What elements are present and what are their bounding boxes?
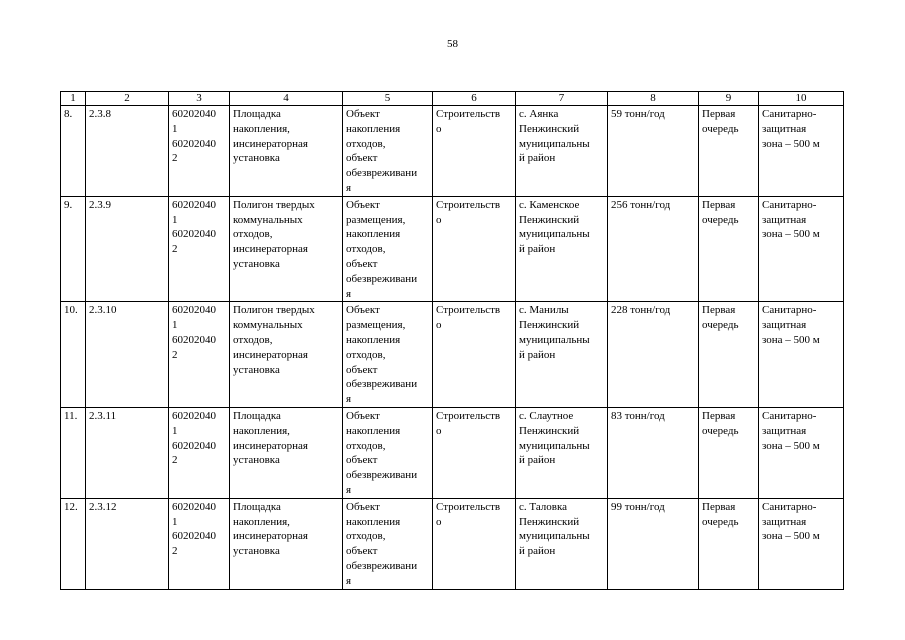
item-code-cell: 2.3.8 <box>86 106 169 197</box>
cell-line: инсинераторная <box>233 530 308 543</box>
cell-line: 60202040 <box>172 333 216 346</box>
object-type-cell <box>343 302 433 408</box>
classifier-code-cell <box>169 302 230 408</box>
status-cell <box>433 106 516 197</box>
cell-line: накопления <box>346 424 401 437</box>
cell-line: 1 <box>172 319 178 332</box>
cell-line: о <box>436 515 442 528</box>
cell-line: с. Каменское <box>519 198 580 211</box>
cell-line: объект <box>346 454 378 467</box>
cell-line: й район <box>519 545 556 558</box>
item-code-cell: 2.3.12 <box>86 498 169 589</box>
cell-line: 60202040 <box>172 530 216 543</box>
stage-cell <box>699 498 759 589</box>
object-type-cell <box>343 498 433 589</box>
cell-line: зона – 500 м <box>762 439 820 452</box>
cell-line: обезвреживани <box>346 378 418 391</box>
cell-line: обезвреживани <box>346 272 418 285</box>
cell-line: Строительств <box>436 198 501 211</box>
header-cell: 4 <box>230 92 343 106</box>
cell-line: 60202040 <box>172 137 216 150</box>
header-cell: 2 <box>86 92 169 106</box>
cell-line: я <box>346 483 352 496</box>
cell-line: Строительств <box>436 304 501 317</box>
cell-line: отходов, <box>233 333 273 346</box>
cell-line: очередь <box>702 319 739 332</box>
cell-line: й район <box>519 348 556 361</box>
cell-line: размещения, <box>346 213 406 226</box>
cell-line: отходов, <box>346 439 386 452</box>
facility-name-cell <box>230 498 343 589</box>
cell-line: отходов, <box>346 348 386 361</box>
facility-name-cell <box>230 106 343 197</box>
cell-line: накопления, <box>233 424 290 437</box>
cell-line: очередь <box>702 122 739 135</box>
header-cell: 6 <box>433 92 516 106</box>
item-code-cell: 2.3.9 <box>86 196 169 302</box>
cell-line: отходов, <box>233 228 273 241</box>
cell-line: Санитарно- <box>762 409 817 422</box>
cell-line: Первая <box>702 108 736 120</box>
cell-line: Санитарно- <box>762 198 817 211</box>
cell-line: накопления <box>346 228 401 241</box>
cell-line: Пенжинский <box>519 213 580 226</box>
cell-line: накопления <box>346 515 401 528</box>
header-cell: 7 <box>516 92 608 106</box>
cell-line: Строительств <box>436 409 501 422</box>
protection-zone-cell <box>759 302 844 408</box>
facility-name-cell <box>230 407 343 498</box>
cell-line: Объект <box>346 108 380 120</box>
cell-line: защитная <box>762 424 807 437</box>
cell-line: о <box>436 122 442 135</box>
cell-line: о <box>436 213 442 226</box>
row-number-cell: 10. <box>61 302 86 408</box>
cell-line: 1 <box>172 122 178 135</box>
cell-line: объект <box>346 363 378 376</box>
cell-line: Пенжинский <box>519 319 580 332</box>
cell-line: Строительств <box>436 108 501 120</box>
cell-line: о <box>436 424 442 437</box>
capacity-cell: 256 тонн/год <box>608 196 699 302</box>
protection-zone-cell <box>759 196 844 302</box>
cell-line: очередь <box>702 424 739 437</box>
cell-line: установка <box>233 545 280 558</box>
cell-line: обезвреживани <box>346 167 418 180</box>
cell-line: 60202040 <box>172 108 216 120</box>
cell-line: 60202040 <box>172 439 216 452</box>
cell-line: 2 <box>172 545 178 558</box>
cell-line: защитная <box>762 515 807 528</box>
cell-line: зона – 500 м <box>762 333 820 346</box>
cell-line: я <box>346 393 352 406</box>
cell-line: отходов, <box>346 137 386 150</box>
cell-line: 2 <box>172 454 178 467</box>
cell-line: очередь <box>702 213 739 226</box>
cell-line: установка <box>233 257 280 270</box>
stage-cell <box>699 407 759 498</box>
location-cell <box>516 407 608 498</box>
cell-line: защитная <box>762 213 807 226</box>
cell-line: с. Манилы <box>519 304 569 317</box>
cell-line: Площадка <box>233 409 281 422</box>
header-cell: 10 <box>759 92 844 106</box>
cell-line: Первая <box>702 500 736 513</box>
cell-line: Полигон твердых <box>233 198 315 211</box>
cell-line: 1 <box>172 515 178 528</box>
location-cell <box>516 498 608 589</box>
cell-line: инсинераторная <box>233 348 308 361</box>
cell-line: зона – 500 м <box>762 228 820 241</box>
cell-line: Полигон твердых <box>233 304 315 317</box>
cell-line: накопления, <box>233 515 290 528</box>
capacity-cell: 99 тонн/год <box>608 498 699 589</box>
object-type-cell <box>343 407 433 498</box>
header-cell: 5 <box>343 92 433 106</box>
stage-cell <box>699 106 759 197</box>
location-cell <box>516 106 608 197</box>
cell-line: Пенжинский <box>519 515 580 528</box>
cell-line: Пенжинский <box>519 424 580 437</box>
cell-line: 2 <box>172 243 178 256</box>
capacity-cell: 228 тонн/год <box>608 302 699 408</box>
cell-line: Первая <box>702 198 736 211</box>
cell-line: обезвреживани <box>346 469 418 482</box>
cell-line: Площадка <box>233 108 281 120</box>
page-number: 58 <box>447 38 458 50</box>
cell-line: Объект <box>346 304 380 317</box>
cell-line: муниципальны <box>519 333 590 346</box>
classifier-code-cell <box>169 106 230 197</box>
cell-line: й район <box>519 454 556 467</box>
cell-line: 2 <box>172 348 178 361</box>
cell-line: 60202040 <box>172 409 216 422</box>
classifier-code-cell <box>169 196 230 302</box>
cell-line: установка <box>233 152 280 165</box>
table-row <box>61 106 844 197</box>
cell-line: объект <box>346 152 378 165</box>
header-row <box>61 92 844 106</box>
cell-line: Первая <box>702 409 736 422</box>
classifier-code-cell <box>169 498 230 589</box>
cell-line: накопления, <box>233 122 290 135</box>
facility-name-cell <box>230 196 343 302</box>
cell-line: муниципальны <box>519 530 590 543</box>
cell-line: инсинераторная <box>233 243 308 256</box>
header-cell: 9 <box>699 92 759 106</box>
protection-zone-cell <box>759 407 844 498</box>
cell-line: 1 <box>172 424 178 437</box>
row-number-cell: 8. <box>61 106 86 197</box>
cell-line: защитная <box>762 319 807 332</box>
cell-line: муниципальны <box>519 228 590 241</box>
cell-line: Первая <box>702 304 736 317</box>
cell-line: я <box>346 181 352 194</box>
cell-line: й район <box>519 243 556 256</box>
cell-line: я <box>346 574 352 587</box>
cell-line: с. Аянка <box>519 108 559 120</box>
cell-line: очередь <box>702 515 739 528</box>
status-cell <box>433 196 516 302</box>
capacity-cell: 59 тонн/год <box>608 106 699 197</box>
cell-line: Санитарно- <box>762 304 817 317</box>
cell-line: о <box>436 319 442 332</box>
cell-line: Санитарно- <box>762 108 817 120</box>
protection-zone-cell <box>759 498 844 589</box>
table-row <box>61 196 844 302</box>
status-cell <box>433 407 516 498</box>
cell-line: накопления <box>346 122 401 135</box>
capacity-cell: 83 тонн/год <box>608 407 699 498</box>
cell-line: инсинераторная <box>233 137 308 150</box>
protection-zone-cell <box>759 106 844 197</box>
table-row <box>61 302 844 408</box>
cell-line: Объект <box>346 409 380 422</box>
cell-line: Санитарно- <box>762 500 817 513</box>
header-cell: 3 <box>169 92 230 106</box>
row-number-cell: 12. <box>61 498 86 589</box>
classifier-code-cell <box>169 407 230 498</box>
cell-line: Строительств <box>436 500 501 513</box>
stage-cell <box>699 196 759 302</box>
status-cell <box>433 498 516 589</box>
stage-cell <box>699 302 759 408</box>
object-type-cell <box>343 106 433 197</box>
cell-line: 60202040 <box>172 304 216 317</box>
cell-line: Площадка <box>233 500 281 513</box>
cell-line: коммунальных <box>233 319 303 332</box>
facilities-table <box>60 91 844 590</box>
cell-line: установка <box>233 363 280 376</box>
table-row <box>61 407 844 498</box>
cell-line: муниципальны <box>519 137 590 150</box>
location-cell <box>516 196 608 302</box>
object-type-cell <box>343 196 433 302</box>
cell-line: накопления <box>346 333 401 346</box>
facility-name-cell <box>230 302 343 408</box>
cell-line: объект <box>346 545 378 558</box>
cell-line: защитная <box>762 122 807 135</box>
table-row <box>61 498 844 589</box>
row-number-cell: 11. <box>61 407 86 498</box>
cell-line: Пенжинский <box>519 122 580 135</box>
cell-line: 1 <box>172 213 178 226</box>
cell-line: й район <box>519 152 556 165</box>
cell-line: отходов, <box>346 530 386 543</box>
cell-line: Объект <box>346 500 380 513</box>
cell-line: установка <box>233 454 280 467</box>
cell-line: я <box>346 287 352 300</box>
cell-line: муниципальны <box>519 439 590 452</box>
cell-line: отходов, <box>346 243 386 256</box>
cell-line: 60202040 <box>172 500 216 513</box>
cell-line: обезвреживани <box>346 559 418 572</box>
location-cell <box>516 302 608 408</box>
header-cell: 8 <box>608 92 699 106</box>
cell-line: зона – 500 м <box>762 530 820 543</box>
cell-line: Объект <box>346 198 380 211</box>
cell-line: 60202040 <box>172 198 216 211</box>
status-cell <box>433 302 516 408</box>
cell-line: 60202040 <box>172 228 216 241</box>
cell-line: объект <box>346 257 378 270</box>
cell-line: коммунальных <box>233 213 303 226</box>
cell-line: зона – 500 м <box>762 137 820 150</box>
item-code-cell: 2.3.11 <box>86 407 169 498</box>
cell-line: с. Слаутное <box>519 409 574 422</box>
cell-line: инсинераторная <box>233 439 308 452</box>
item-code-cell: 2.3.10 <box>86 302 169 408</box>
cell-line: размещения, <box>346 319 406 332</box>
header-cell: 1 <box>61 92 86 106</box>
cell-line: с. Таловка <box>519 500 568 513</box>
cell-line: 2 <box>172 152 178 165</box>
row-number-cell: 9. <box>61 196 86 302</box>
